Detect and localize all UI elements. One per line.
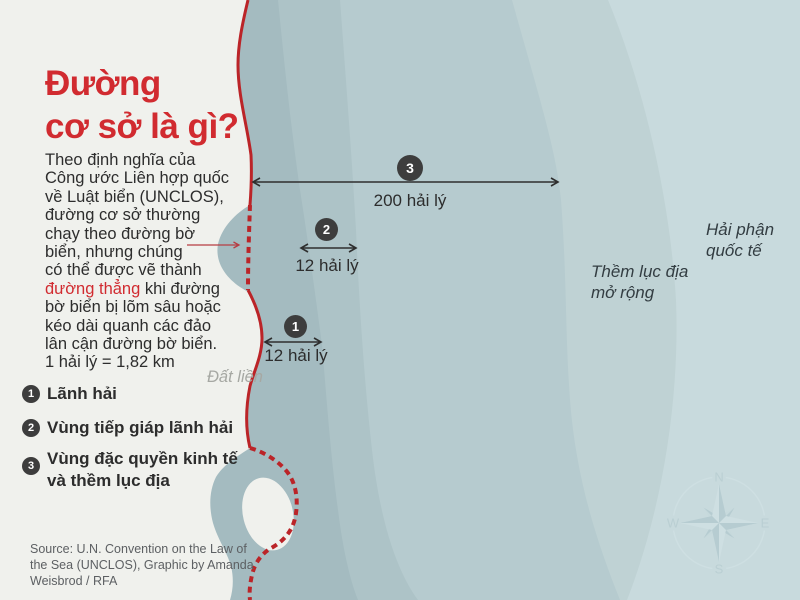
distance-territorial-sea: 12 hải lý (264, 346, 328, 365)
highlight-rest: khi đường (140, 279, 220, 298)
legend-item-territorial-sea: Lãnh hải (47, 384, 117, 403)
paragraph-line: Công ước Liên hợp quốc (45, 169, 230, 188)
paragraph-line: biển, nhưng chúng (45, 243, 183, 262)
legend-item-contiguous-zone: Vùng tiếp giáp lãnh hải (47, 418, 234, 437)
paragraph-line: có thể được vẽ thành (45, 261, 202, 280)
paragraph-line: lân cận đường bờ biển. (45, 335, 218, 354)
paragraph-line: kéo dài quanh các đảo (45, 316, 212, 335)
page-title (45, 62, 239, 148)
page-title-line2: cơ sở là gì? (45, 107, 239, 146)
legend-badge-3 (22, 457, 40, 475)
compass-west-label: W (666, 515, 680, 531)
compass-north-label: N (714, 469, 724, 485)
extended-shelf-label: Thềm lục địa mở rộng (591, 262, 689, 302)
zone-badge-1 (284, 315, 307, 338)
legend-badge-3-number: 3 (27, 460, 35, 472)
page-title-line1: Đường (45, 64, 161, 103)
zone-badge-1-number: 1 (291, 319, 300, 334)
paragraph-line-highlighted (45, 280, 260, 298)
highlighted-term: đường thẳng (45, 279, 141, 298)
zone-badge-2-number: 2 (322, 222, 331, 237)
source-credit: Source: U.N. Convention on the Law of the Sea (UNCLOS), Graphic by Amanda Weisbrod / RFA (30, 542, 254, 588)
legend-item-eez-shelf: Vùng đặc quyền kinh tế và thềm lục địa (47, 449, 238, 490)
paragraph-line: chạy theo đường bờ (45, 224, 196, 243)
compass-east-label: E (760, 515, 770, 531)
mainland-label: Đất liền (207, 368, 263, 386)
distance-eez: 200 hải lý (373, 191, 447, 210)
paragraph-line: đường cơ sở thường (45, 206, 201, 225)
definition-paragraph (45, 151, 260, 353)
paragraph-line: Theo định nghĩa của (45, 151, 196, 169)
nautical-mile-conversion: 1 hải lý = 1,82 km (45, 353, 175, 371)
zone-badge-3-number: 3 (406, 160, 414, 176)
legend-badge-2 (22, 419, 40, 437)
legend-badge-1 (22, 385, 40, 403)
paragraph-line: bờ biển bị lõm sâu hoặc (45, 298, 221, 317)
zone-badge-2 (315, 218, 338, 241)
legend-badge-2-number: 2 (27, 422, 35, 434)
international-waters-label: Hải phận quốc tế (706, 220, 775, 260)
zone-badge-3 (397, 155, 423, 181)
distance-contiguous-zone: 12 hải lý (295, 256, 359, 275)
legend-badge-1-number: 1 (27, 388, 35, 400)
compass-south-label: S (714, 561, 724, 577)
paragraph-line: về Luật biển (UNCLOS), (45, 187, 224, 206)
